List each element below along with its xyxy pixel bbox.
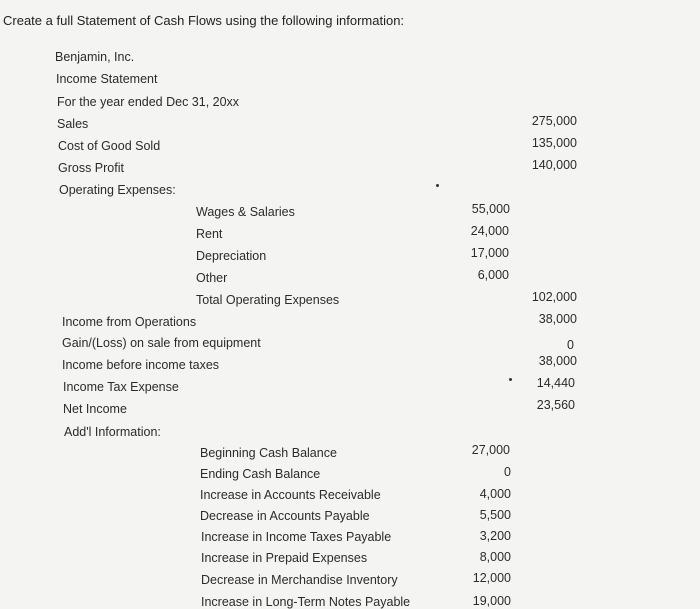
addl-info-value: 3,200 [479, 529, 511, 543]
addl-info-label: Increase in Accounts Receivable [200, 488, 381, 502]
addl-info-heading: Add'l Information: [64, 425, 161, 439]
net-income-label: Net Income [63, 402, 127, 416]
statement-period: For the year ended Dec 31, 20xx [57, 95, 240, 109]
addl-info-value: 19,000 [472, 594, 511, 608]
gain-loss-label: Gain/(Loss) on sale from equipment [62, 336, 261, 350]
cogs-value: 135,000 [531, 136, 577, 150]
speck-mark [509, 378, 512, 381]
gross-profit-value: 140,000 [531, 158, 577, 172]
addl-info-value: 4,000 [479, 487, 511, 501]
addl-info-value: 27,000 [471, 443, 510, 457]
sales-value: 275,000 [531, 114, 577, 128]
income-from-operations-label: Income from Operations [62, 315, 197, 329]
income-tax-expense-value: 14,440 [536, 376, 575, 390]
income-before-taxes-label: Income before income taxes [62, 358, 220, 372]
addl-info-label: Increase in Income Taxes Payable [201, 530, 392, 544]
addl-info-label: Beginning Cash Balance [200, 446, 337, 460]
net-income-value: 23,560 [536, 398, 575, 412]
expense-label: Depreciation [196, 249, 267, 263]
company-name: Benjamin, Inc. [55, 50, 135, 64]
expense-label: Rent [196, 227, 223, 241]
total-operating-expenses-label: Total Operating Expenses [196, 293, 340, 307]
addl-info-label: Decrease in Merchandise Inventory [201, 573, 398, 587]
expense-label: Other [196, 271, 228, 285]
addl-info-value: 0 [504, 465, 511, 479]
expense-value: 17,000 [470, 246, 509, 260]
expense-value: 6,000 [477, 268, 509, 282]
addl-info-label: Ending Cash Balance [200, 467, 321, 481]
gain-loss-value: 0 [567, 338, 574, 352]
addl-info-value: 8,000 [479, 550, 511, 564]
operating-expenses-heading: Operating Expenses: [59, 183, 176, 197]
sales-label: Sales [57, 117, 89, 131]
total-operating-expenses-value: 102,000 [531, 290, 577, 304]
addl-info-label: Increase in Prepaid Expenses [201, 551, 368, 565]
addl-info-value: 5,500 [479, 508, 511, 522]
addl-info-label: Increase in Long-Term Notes Payable [201, 595, 411, 609]
addl-info-value: 12,000 [472, 571, 511, 585]
income-before-taxes-value: 38,000 [538, 354, 577, 368]
expense-value: 55,000 [471, 202, 510, 216]
cogs-label: Cost of Good Sold [58, 139, 161, 153]
statement-title: Income Statement [56, 72, 158, 86]
expense-label: Wages & Salaries [196, 205, 295, 219]
income-tax-expense-label: Income Tax Expense [63, 380, 179, 394]
speck-mark [436, 184, 439, 187]
expense-value: 24,000 [470, 224, 509, 238]
addl-info-label: Decrease in Accounts Payable [200, 509, 370, 523]
gross-profit-label: Gross Profit [58, 161, 124, 175]
question-prompt: Create a full Statement of Cash Flows using the following information: [3, 13, 405, 28]
income-from-operations-value: 38,000 [538, 312, 577, 326]
